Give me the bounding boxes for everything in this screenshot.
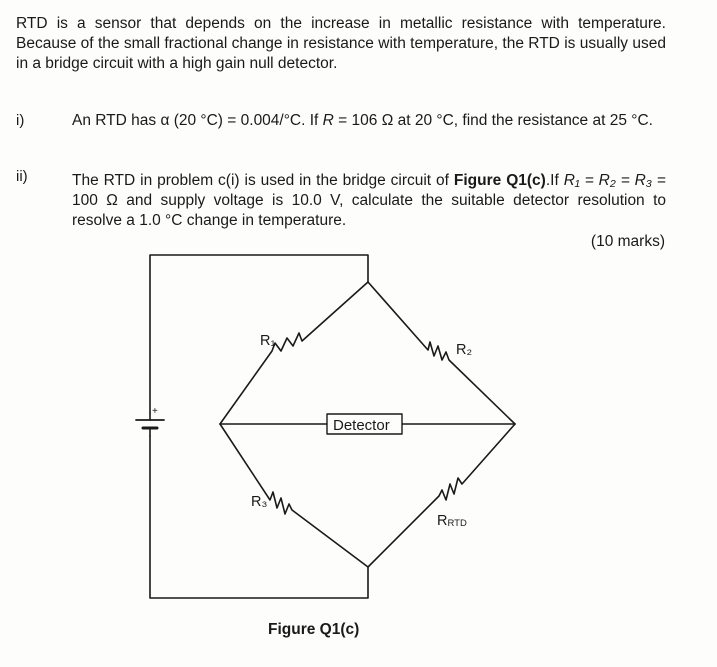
- wire-top: [150, 255, 368, 413]
- resistor-rtd: [368, 424, 515, 567]
- resistor-r1: [220, 282, 368, 424]
- q2-text-part: The RTD in problem c(i) is used in the bridge circuit of: [72, 172, 454, 189]
- rtd-label-subscript: RTD: [447, 518, 467, 529]
- intro-paragraph: RTD is a sensor that depends on the increase in metallic resistance with temperature. Because of the small fractional change in resistance with temperature, the RTD is usually used in a bridge circuit with a high gain null detector.: [16, 15, 666, 72]
- figure-reference: Figure Q1(c): [453, 172, 546, 189]
- rtd-label: [437, 513, 467, 529]
- q2-text-part: = 100 Ω and supply voltage is 10.0 V, calculate the suitable detector resolution to resolve a 1.0 °C change in temperature.: [72, 172, 667, 229]
- r2-label: R₂: [456, 342, 473, 358]
- question-1-number: i): [16, 112, 25, 129]
- q2-resistor-equation: R₁ = R₂ = R₃: [563, 172, 653, 189]
- q1-text-part: An RTD has α (20 °C) = 0.004/°C. If: [72, 112, 323, 129]
- detector-label: Detector: [333, 417, 390, 434]
- question-2-number: ii): [16, 168, 28, 185]
- q1-variable-r: R: [322, 112, 334, 129]
- wire-bottom: [150, 436, 368, 598]
- resistor-r3: [220, 424, 368, 567]
- r1-label: R₁: [260, 333, 276, 349]
- q1-text-part: = 106 Ω at 20 °C, find the resistance at 25 °C.: [333, 112, 653, 129]
- q2-text-part: .If: [545, 172, 564, 189]
- battery-plus-label: +: [152, 406, 158, 417]
- resistor-r2: [368, 282, 515, 424]
- rtd-label-main: R: [437, 513, 448, 529]
- r3-label: R₃: [251, 494, 268, 510]
- marks-label: (10 marks): [590, 233, 665, 250]
- figure-caption: Figure Q1(c): [268, 621, 360, 638]
